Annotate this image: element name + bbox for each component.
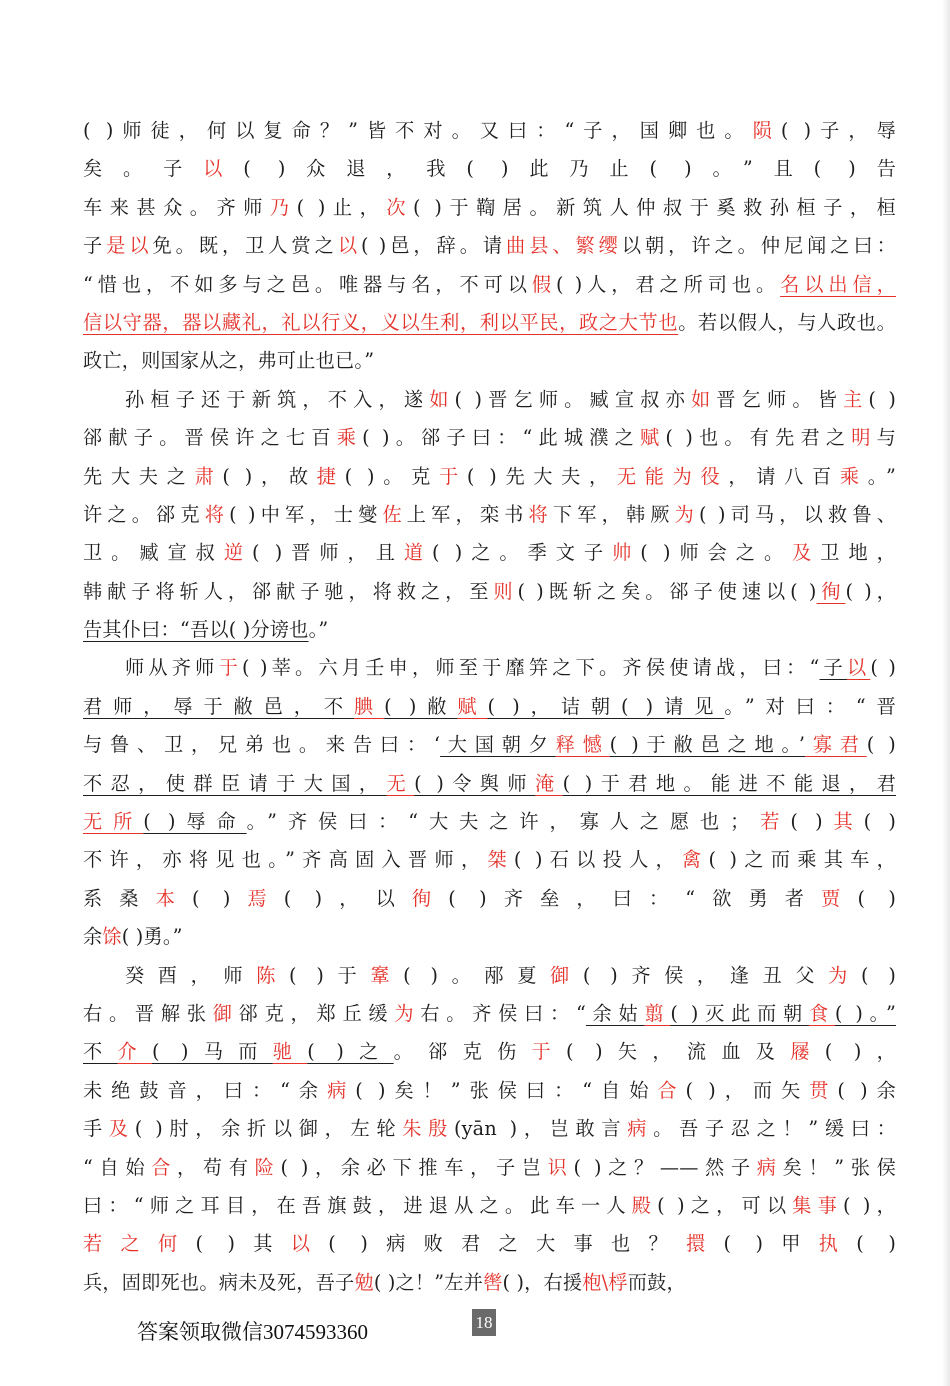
text-line — [83, 1187, 896, 1225]
text-segment: 卫地， — [820, 541, 897, 565]
text-segment: 。吾子忍之！”缓曰： — [653, 1117, 896, 1141]
text-segment: ( ) — [191, 886, 231, 910]
text-segment: 与 — [876, 426, 897, 450]
text-segment: “惜也，不如多与之邑。唯器与名，不可以 — [83, 272, 532, 296]
text-line — [83, 726, 896, 764]
text-segment: ( )于君地。能进不能退，君 — [562, 771, 896, 795]
text-segment: ( ) — [863, 810, 897, 834]
highlighted-word: 驰 — [272, 1040, 308, 1064]
text-segment: 师从齐师 — [125, 656, 219, 680]
highlighted-word: 为 — [674, 502, 700, 526]
highlighted-word: 屦 — [790, 1040, 825, 1064]
text-segment: 。”齐侯曰：“大夫之许，寡人之愿也； — [246, 810, 750, 834]
text-segment: 不许，亦将见也。”齐高固入晋师， — [83, 848, 488, 872]
passage-text — [83, 112, 896, 1302]
text-segment: ( )， — [845, 579, 897, 603]
highlighted-word: 枹\桴 — [582, 1270, 628, 1294]
highlighted-word: 徇 — [411, 886, 449, 910]
text-segment: 以朝，许之。仲尼闻之曰： — [621, 234, 897, 258]
highlighted-word: 佐 — [382, 502, 407, 526]
highlighted-word: 将 — [528, 502, 553, 526]
text-segment: ( )病败君之大事也？ — [328, 1232, 686, 1256]
text-segment: (yān )，岂敢言 — [453, 1117, 628, 1141]
highlighted-word: 及 — [792, 541, 821, 565]
text-line — [83, 880, 896, 918]
highlighted-word: 假 — [531, 272, 557, 296]
highlighted-word: 禽 — [682, 848, 709, 872]
text-segment: ( )， — [824, 1040, 897, 1064]
highlighted-word: 及 — [108, 1117, 135, 1141]
text-segment: 兵，固即死也。病未及死，吾子 — [83, 1270, 355, 1294]
text-segment: ( )。郤子曰：“此城濮之 — [362, 426, 641, 450]
highlighted-word: 病 — [756, 1155, 783, 1179]
text-line — [83, 227, 896, 265]
highlighted-word: 乘 — [839, 464, 868, 488]
text-segment: 君师，辱于敝邑，不 — [83, 694, 355, 718]
highlighted-word: 鞌 — [370, 963, 404, 987]
text-segment: ( )矣！”张侯曰：“自始 — [355, 1078, 658, 1102]
text-segment: 未绝鼓音，曰：“余 — [83, 1078, 328, 1102]
text-segment: 右。晋解张 — [83, 1001, 213, 1025]
highlighted-word: 介 — [117, 1040, 152, 1064]
highlighted-word: 为 — [828, 963, 861, 987]
highlighted-word: 无 — [386, 771, 415, 795]
text-segment: 郤献子。晋侯许之七百 — [83, 426, 337, 450]
footer-note: 答案领取微信3074593360 — [137, 1320, 368, 1344]
text-segment: ( )辱命 — [143, 810, 247, 834]
text-segment: 不 — [83, 1040, 118, 1064]
text-segment: ( )子，辱 — [780, 119, 896, 142]
text-segment: ( )，余必下推车，子岂 — [280, 1155, 548, 1179]
text-segment: ( ) — [790, 810, 823, 834]
text-segment: ( )， — [842, 1193, 896, 1217]
highlighted-word: 以 — [337, 234, 361, 258]
highlighted-word: 险 — [254, 1155, 281, 1179]
text-segment: ( )晋乞师。臧宣叔亦 — [454, 387, 691, 411]
text-segment: ( )先大夫， — [466, 464, 617, 488]
highlighted-word: 擐 — [685, 1232, 724, 1256]
text-segment: ( ) — [860, 963, 897, 987]
text-segment: 下军，韩厥 — [552, 502, 675, 526]
highlighted-word: 主 — [843, 387, 869, 411]
text-segment: ( )之而乘其车， — [708, 848, 897, 872]
text-segment: ( )于鞫居。新筑人仲叔于奚救孙桓子，桓 — [413, 195, 896, 219]
text-segment: 手 — [83, 1117, 109, 1141]
highlighted-word: 翦 — [644, 1001, 671, 1025]
text-segment: ( )肘，余折以御，左轮 — [134, 1117, 403, 1141]
text-segment: ( )众退，我( )此乃止( )。”且( )告 — [243, 157, 896, 181]
text-segment: ( )其 — [195, 1232, 291, 1256]
text-segment: 。” — [867, 464, 896, 488]
highlighted-word: 将 — [204, 502, 230, 526]
text-segment: 上军，栾书 — [406, 502, 529, 526]
text-line — [83, 611, 896, 649]
highlighted-word: 名以出信， — [780, 272, 897, 296]
text-segment: ( )师徒，何以复命？”皆不对。又曰：“子，国卿也。 — [83, 119, 753, 142]
highlighted-word: 病 — [327, 1078, 356, 1102]
highlighted-word: 以 — [290, 1232, 329, 1256]
text-segment: ( )。邴夏 — [403, 963, 551, 987]
text-line — [83, 189, 896, 227]
text-line — [83, 765, 896, 803]
highlighted-word: 次 — [386, 195, 414, 219]
text-segment: 车来甚众。齐师 — [83, 195, 270, 219]
text-line — [83, 688, 896, 726]
text-segment: 。若以假人，与人政也。 — [678, 310, 897, 334]
text-line — [83, 381, 896, 419]
highlighted-word: 赋 — [640, 426, 666, 450]
highlighted-word: 贾 — [821, 886, 858, 910]
highlighted-word: 御 — [212, 1001, 239, 1025]
text-segment: 系桑 — [83, 886, 156, 910]
highlighted-word: 若 — [749, 810, 791, 834]
page-edge-shadow — [942, 0, 950, 1386]
text-segment: ( )止， — [296, 195, 387, 219]
text-segment: ( )之！”左并 — [373, 1270, 484, 1294]
highlighted-word: 捷 — [316, 464, 345, 488]
highlighted-word: 食 — [808, 1001, 835, 1025]
text-segment: ( )莘。六月壬申，师至于靡笄之下。齐侯使请战，曰：“ — [241, 656, 820, 680]
highlighted-word: 为 — [394, 1001, 421, 1025]
text-line — [83, 534, 896, 572]
text-segment: 郤子使速以( ) — [669, 579, 817, 603]
text-line — [83, 841, 896, 879]
text-line — [83, 304, 896, 342]
text-segment: ( )请见 — [620, 694, 725, 718]
highlighted-word: 赋 — [457, 694, 488, 718]
text-segment: ( )余 — [837, 1078, 897, 1102]
highlighted-word: 本 — [155, 886, 192, 910]
text-segment: 卫。臧宣叔 — [83, 541, 224, 565]
text-segment: 。”对曰：“晋 — [724, 694, 897, 718]
highlighted-word: 病 — [627, 1117, 654, 1141]
highlighted-word: 无所 — [83, 810, 144, 834]
text-segment: ( ) — [870, 656, 896, 680]
text-segment: 先大夫之 — [83, 464, 195, 488]
text-segment: 而鼓， — [627, 1270, 686, 1294]
text-line — [83, 496, 896, 534]
text-segment: ( )，诘朝 — [487, 694, 621, 718]
text-line — [83, 995, 896, 1033]
text-line — [83, 342, 896, 380]
highlighted-word: 淹 — [535, 771, 563, 795]
highlighted-word: 曲县、繁缨 — [506, 234, 622, 258]
highlighted-word: 于 — [531, 1040, 567, 1064]
text-segment: ( ) — [868, 387, 897, 411]
highlighted-word: 桀 — [487, 848, 514, 872]
text-segment: ( )齐侯，逢丑父 — [582, 963, 829, 987]
text-segment: ( )邑，辞。请 — [360, 234, 507, 258]
text-segment: 免。既，卫人赏之 — [152, 234, 338, 258]
text-segment: 告其仆曰：“吾以( )分谤也 — [83, 618, 309, 642]
text-segment: ( )，故 — [222, 464, 317, 488]
highlighted-word: 道 — [403, 541, 433, 565]
text-segment: ( ) — [866, 733, 896, 757]
text-segment: 孙桓子还于新筑，不入，遂 — [125, 387, 430, 411]
highlighted-word: 以 — [846, 656, 871, 680]
text-line — [83, 649, 896, 687]
text-line — [83, 112, 896, 150]
text-segment: ，请八百 — [728, 464, 840, 488]
highlighted-word: 殿 — [631, 1193, 658, 1217]
text-segment: 曰：“师之耳目，在吾旗鼓，进退从之。此车一人 — [83, 1193, 632, 1217]
text-segment: ( )之。季文子 — [432, 541, 613, 565]
text-segment: 子 — [819, 656, 847, 680]
text-segment: ( )矢，流血及 — [566, 1040, 791, 1064]
text-segment: 大国朝夕 — [440, 733, 556, 757]
highlighted-word: 明 — [851, 426, 877, 450]
highlighted-word: 乃 — [269, 195, 297, 219]
highlighted-word: 朱殷 — [402, 1117, 454, 1141]
text-line — [83, 1072, 896, 1110]
text-segment: ( )之，可以 — [657, 1193, 793, 1217]
text-segment: 右。齐侯曰：“ — [420, 1001, 586, 1025]
highlighted-word: 释憾 — [555, 733, 610, 757]
highlighted-word: 肃 — [194, 464, 223, 488]
text-segment: ( )晋师，且 — [251, 541, 404, 565]
highlighted-word: 贯 — [809, 1078, 838, 1102]
text-line — [83, 1033, 896, 1071]
text-segment: ( )之 — [307, 1040, 394, 1064]
text-segment: ( )石以投人， — [513, 848, 683, 872]
text-segment: ( )灭此而朝 — [670, 1001, 809, 1025]
text-segment: ( )。克 — [344, 464, 439, 488]
text-segment: 不忍，使群臣请于大国， — [83, 771, 387, 795]
text-segment: ( )人，君之所司也。 — [556, 272, 781, 296]
text-segment: 。郤克伤 — [393, 1040, 532, 1064]
text-line — [83, 803, 896, 841]
text-line — [83, 573, 896, 611]
text-segment: ( )于敝邑之地。’ — [609, 733, 806, 757]
text-segment: 子 — [83, 234, 107, 258]
text-segment: 政亡，则国家从之，弗可止也已。” — [83, 349, 375, 373]
highlighted-word: 识 — [547, 1155, 574, 1179]
text-segment: 韩献子将斩人，郤献子驰，将救之，至 — [83, 579, 494, 603]
text-line — [83, 419, 896, 457]
text-segment: 与鲁、卫，兄弟也。来告曰：‘ — [83, 733, 441, 757]
text-segment: ( )，以 — [283, 886, 412, 910]
text-line — [83, 266, 896, 304]
text-segment: ( ) — [857, 886, 897, 910]
text-segment: ( )司马，以救鲁、 — [699, 502, 897, 526]
text-segment: ( )，而矢 — [685, 1078, 810, 1102]
text-segment: 余 — [83, 925, 103, 949]
text-line — [83, 1110, 896, 1148]
text-segment: 余姑 — [585, 1001, 645, 1025]
text-line — [83, 1225, 896, 1263]
highlighted-word: 逆 — [223, 541, 252, 565]
highlighted-word: 以 — [203, 157, 244, 181]
highlighted-word: 乘 — [336, 426, 363, 450]
highlighted-word: 陨 — [752, 119, 781, 142]
highlighted-word: 于 — [438, 464, 467, 488]
text-segment: ( )马而 — [151, 1040, 273, 1064]
highlighted-word: 若之何 — [83, 1232, 196, 1256]
text-segment: ( ) — [856, 1232, 897, 1256]
text-segment: ( )，右援 — [502, 1270, 583, 1294]
text-line — [83, 1149, 896, 1187]
text-segment: 郤克，郑丘缓 — [238, 1001, 395, 1025]
text-segment: 矣。子 — [83, 157, 204, 181]
text-segment: 矣！”张侯 — [782, 1155, 897, 1179]
text-segment: 。” — [308, 618, 329, 642]
text-segment: ( )于 — [289, 963, 371, 987]
text-segment: 许之。郤克 — [83, 502, 205, 526]
text-line — [83, 458, 896, 496]
text-segment: ，苟有 — [177, 1155, 255, 1179]
text-segment: ( )中军，士燮 — [229, 502, 383, 526]
highlighted-word: 徇 — [816, 579, 846, 603]
highlighted-word: 御 — [550, 963, 583, 987]
highlighted-word: 是以 — [106, 234, 153, 258]
highlighted-word: 寡君 — [805, 733, 867, 757]
highlighted-word: 合 — [151, 1155, 178, 1179]
highlighted-word: 焉 — [230, 886, 284, 910]
text-segment: 晋乞师。皆 — [716, 387, 844, 411]
highlighted-word: 辔 — [483, 1270, 503, 1294]
page-number: 18 — [472, 1309, 496, 1336]
highlighted-word: 集事 — [792, 1193, 843, 1217]
highlighted-word: 如 — [690, 387, 717, 411]
text-line — [83, 918, 896, 956]
highlighted-word: 于 — [218, 656, 242, 680]
text-segment: 癸酉，师 — [125, 963, 257, 987]
text-segment: “自始 — [83, 1155, 152, 1179]
text-segment: ( )。” — [834, 1001, 897, 1025]
highlighted-word: 执 — [818, 1232, 857, 1256]
highlighted-word: 其 — [822, 810, 864, 834]
highlighted-word: 勉 — [354, 1270, 374, 1294]
highlighted-word: 信以守器，器以藏礼，礼以行义，义以生利，利以平民，政之大节也 — [83, 310, 679, 334]
text-line — [83, 957, 896, 995]
highlighted-word: 合 — [657, 1078, 686, 1102]
highlighted-word: 则 — [493, 579, 518, 603]
text-segment: ( )齐垒，曰：“欲勇者 — [448, 886, 822, 910]
text-segment: ( )勇。” — [121, 925, 183, 949]
highlighted-word: 馀 — [102, 925, 122, 949]
text-segment: ( )敝 — [384, 694, 458, 718]
highlighted-word: 帅 — [612, 541, 641, 565]
text-segment: ( )之？——然子 — [573, 1155, 757, 1179]
text-segment: ( )甲 — [723, 1232, 819, 1256]
highlighted-word: 无能为役 — [616, 464, 729, 488]
highlighted-word: 陈 — [256, 963, 290, 987]
text-segment: ( )令舆师 — [414, 771, 535, 795]
text-line — [83, 150, 896, 188]
text-segment: ( )师会之。 — [640, 541, 793, 565]
text-segment: ( )既斩之矣。 — [517, 579, 670, 603]
text-segment: ( )也。有先君之 — [665, 426, 852, 450]
text-line — [83, 1264, 896, 1302]
highlighted-word: 如 — [429, 387, 455, 411]
highlighted-word: 腆 — [354, 694, 385, 718]
